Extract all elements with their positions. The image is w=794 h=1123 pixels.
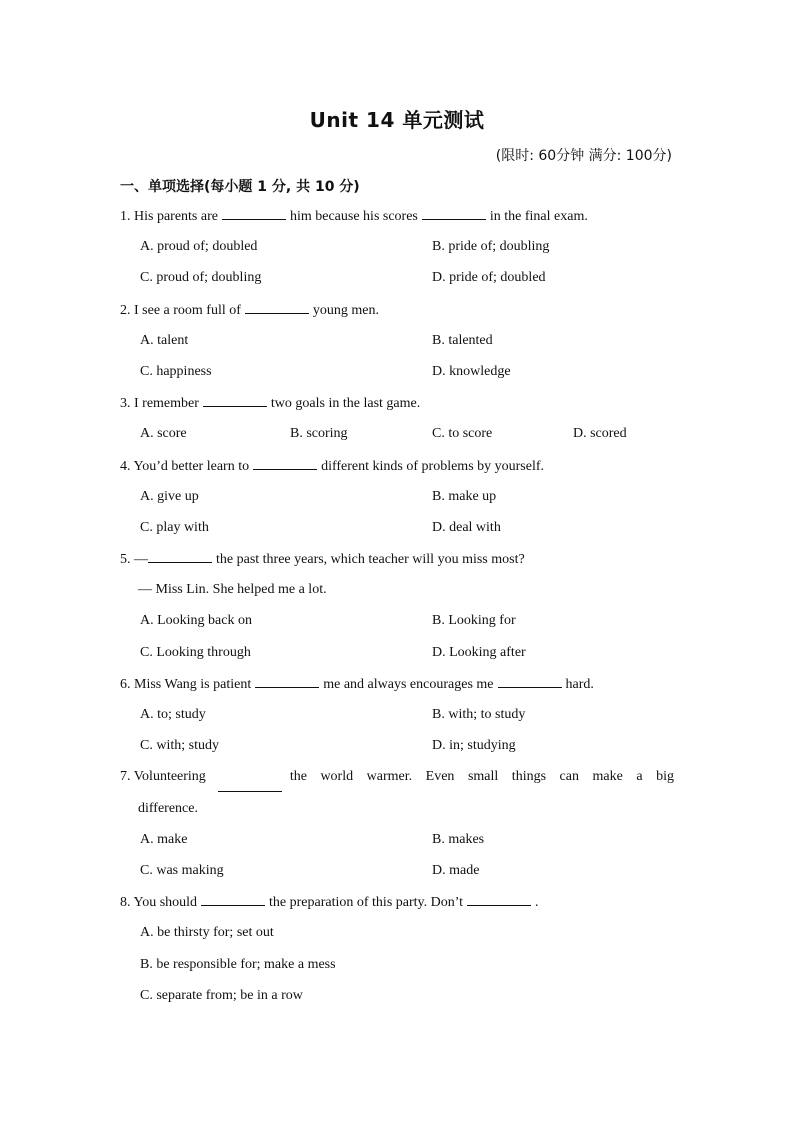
q2-option-b: B. talented [432,332,493,348]
q7-options-row-1 [120,829,674,860]
q4-options-row-2 [120,517,674,548]
q6-option-d: D. in; studying [432,738,516,754]
q8-option-b-row [120,954,674,985]
q1-option-d: D. pride of; doubled [432,270,546,286]
q1-text-a: 1. His parents are [120,209,218,224]
q6-text-b: me and always encourages me [323,676,494,692]
q3-options-row [120,423,674,454]
question-8-stem [120,891,674,922]
q4-option-b: B. make up [432,488,497,504]
q2-text-a: 2. I see a room full of [120,302,241,318]
q5-options-row-1 [120,610,674,641]
q4-blank-1 [253,455,317,470]
page-title: Unit 14 单元测试 [309,108,485,132]
q2-option-a: A. talent [140,332,189,348]
q2-option-c: C. happiness [140,363,212,379]
q5-option-b: B. Looking for [432,613,516,629]
q1-options-row-1 [120,236,674,267]
q1-text-b: him because his scores [289,209,418,224]
q8-blank-1 [201,891,265,906]
q1-text-c: in the final exam. [489,209,588,224]
time-and-score-info: (限时: 60分钟 满分: 100分) [495,148,672,164]
q2-options-row-2 [120,361,674,392]
q1-option-c: C. proud of; doubling [140,270,262,286]
q5-option-d: D. Looking after [432,644,526,660]
question-list [120,205,674,1016]
question-2-stem [120,299,674,330]
q1-options-row-2 [120,267,674,298]
q8-option-c: C. separate from; be in a row [140,987,303,1003]
q5-options-row-2 [120,642,674,673]
question-6-stem [120,673,674,704]
q1-option-a: A. proud of; doubled [140,239,258,255]
q8-text-a: 8. You should [120,895,198,911]
q8-blank-2 [467,891,531,906]
q5-reply: — Miss Lin. She helped me a lot. [138,582,327,598]
q5-text-b: the past three years, which teacher will you miss most? [216,552,525,568]
q8-option-a: A. be thirsty for; set out [140,925,274,941]
q6-text-c: hard. [565,676,594,692]
q3-option-d: D. scored [573,426,627,442]
question-7-stem [120,766,674,797]
q6-options-row-1 [120,704,674,735]
q8-option-c-row [120,985,674,1016]
q2-blank-1 [245,299,309,314]
q6-option-c: C. with; study [140,738,219,754]
q6-option-b: B. with; to study [432,707,526,722]
q7-text-continued: difference. [138,800,198,816]
q5-option-a: A. Looking back on [140,613,252,629]
q3-option-c: C. to score [432,426,493,442]
q8-text-c: . [535,895,539,911]
q7-blank-1 [218,777,282,792]
q4-option-a: A. give up [140,488,199,504]
q6-text-a: 6. Miss Wang is patient [120,676,252,692]
q3-option-b: B. scoring [290,426,348,442]
question-1-stem [120,205,674,236]
q3-text-a: 3. I remember [120,396,199,412]
q6-options-row-2 [120,735,674,766]
q4-option-d: D. deal with [432,519,501,535]
q1-blank-1 [222,205,286,220]
question-5-stem [120,548,674,579]
q6-option-a: A. to; study [140,707,206,722]
q7-option-c: C. was making [140,862,224,878]
q2-text-b: young men. [312,302,380,318]
q5-blank-1 [148,548,212,563]
q4-options-row-1 [120,486,674,517]
q7-text-b: the world warmer. Even small things can make a big [289,769,674,785]
q6-blank-1 [255,673,319,688]
q5-text-a: 5. — [120,552,148,568]
q4-text-a: 4. You’d better learn to [120,458,250,474]
q2-option-d: D. knowledge [432,363,511,379]
question-4-stem [120,455,674,486]
q7-option-a: A. make [140,831,188,847]
q7-option-d: D. made [432,862,480,878]
q3-text-b: two goals in the last game. [270,396,421,412]
q6-blank-2 [498,673,562,688]
q5-option-c: C. Looking through [140,644,251,660]
q7-options-row-2 [120,860,674,891]
section-heading: 一、单项选择(每小题 1 分, 共 10 分) [120,179,360,195]
q2-options-row-1 [120,330,674,361]
q4-text-b: different kinds of problems by yourself. [321,458,545,474]
q3-blank-1 [203,392,267,407]
q1-blank-2 [422,205,486,220]
q1-option-b: B. pride of; doubling [432,239,550,255]
q8-option-a-row [120,922,674,953]
q3-option-a: A. score [140,426,187,442]
q8-text-b: the preparation of this party. Don’t [269,895,464,911]
q4-option-c: C. play with [140,519,209,535]
q8-option-b: B. be responsible for; make a mess [140,956,336,972]
q7-text-a: 7. Volunteering [120,769,206,785]
question-3-stem [120,392,674,423]
q7-option-b: B. makes [432,831,485,847]
